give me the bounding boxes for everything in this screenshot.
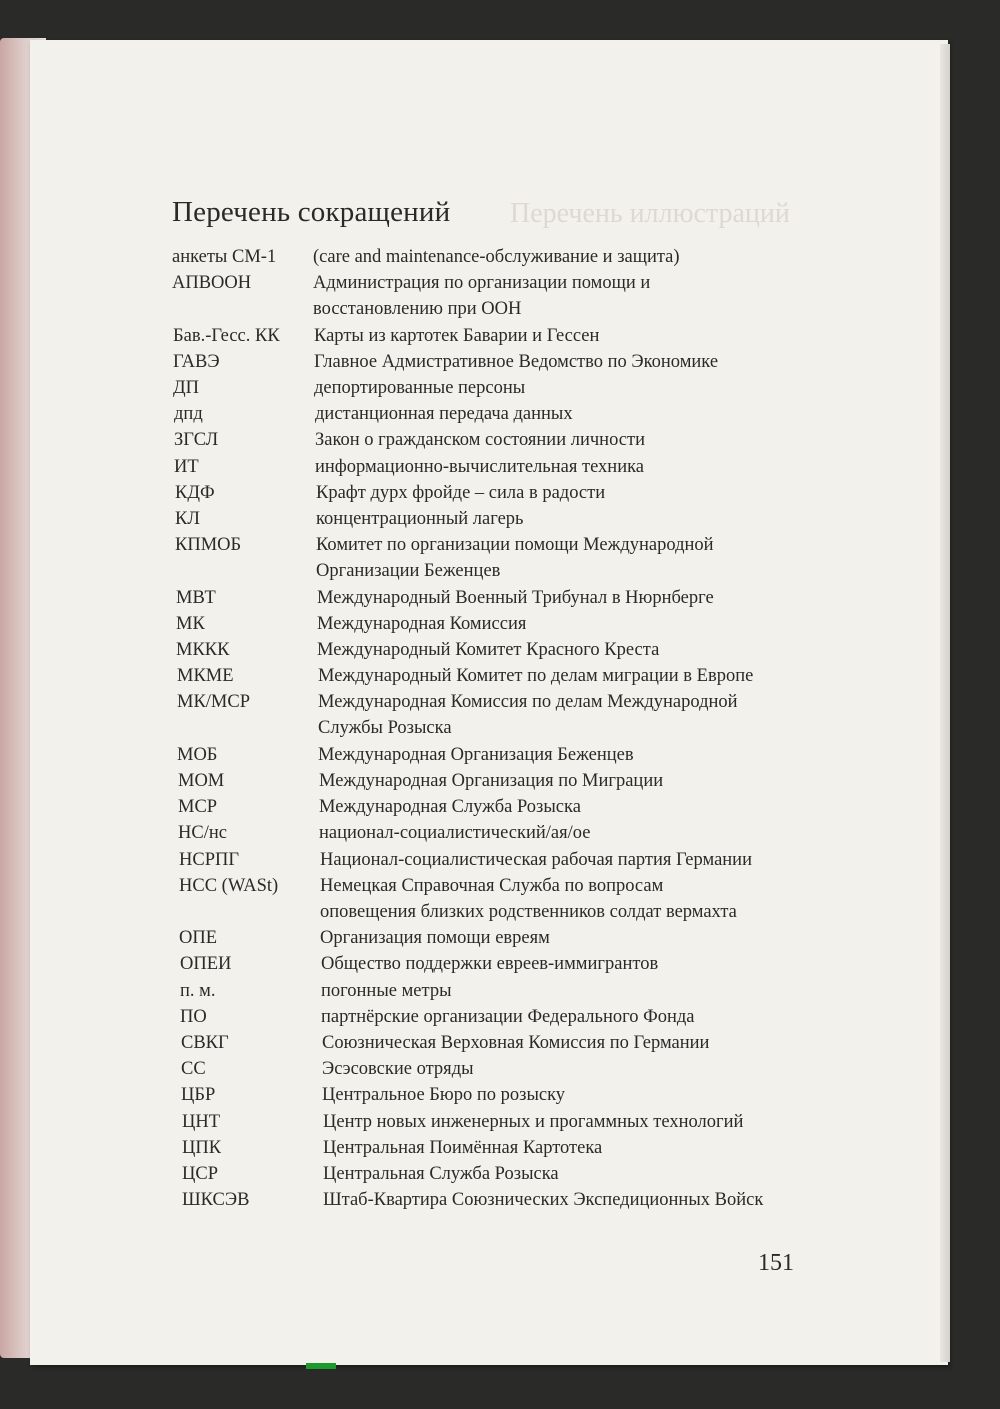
abbreviation-term: НСРПГ bbox=[179, 849, 240, 870]
abbreviation-term: ИТ bbox=[174, 456, 199, 477]
abbreviation-term: СС bbox=[181, 1059, 206, 1080]
abbreviation-term: ШКСЭВ bbox=[182, 1190, 250, 1211]
abbreviation-definition: Международная Организация Беженцев bbox=[318, 744, 634, 765]
bookmark-strip bbox=[306, 1363, 336, 1369]
page-number: 151 bbox=[758, 1250, 794, 1276]
abbreviation-term: НС/нс bbox=[178, 823, 227, 844]
abbreviation-term: СВКГ bbox=[181, 1033, 229, 1053]
abbreviation-term: КДФ bbox=[175, 482, 215, 503]
abbreviation-definition: депортированные персоны bbox=[314, 378, 526, 398]
abbreviation-definition: Центральное Бюро по розыску bbox=[322, 1085, 566, 1106]
abbreviation-term: НСС (WASt) bbox=[179, 875, 279, 896]
abbreviation-definition: оповещения близких родственников солдат вермахта bbox=[320, 901, 737, 922]
abbreviation-definition: Международная Организация по Миграции bbox=[319, 771, 664, 791]
abbreviation-term: КПМОБ bbox=[175, 535, 242, 556]
abbreviation-term: ЦСР bbox=[182, 1164, 218, 1184]
abbreviation-term: МК/МСР bbox=[177, 692, 251, 713]
abbreviation-definition: Карты из картотек Баварии и Гессен bbox=[314, 325, 600, 346]
abbreviation-term: ЗГСЛ bbox=[174, 430, 219, 451]
abbreviation-definition: восстановлению при ООН bbox=[313, 299, 522, 320]
abbreviation-term: ЦБР bbox=[181, 1085, 216, 1106]
abbreviation-definition: Национал-социалистическая рабочая партия Германии bbox=[320, 849, 752, 870]
abbreviation-term: анкеты CM-1 bbox=[172, 247, 277, 267]
page-title: Перечень сокращений bbox=[172, 196, 451, 228]
abbreviation-definition: Главное Адмистративное Ведомство по Экономике bbox=[314, 351, 719, 372]
abbreviation-term: МККК bbox=[176, 640, 230, 660]
abbreviation-definition: Международный Военный Трибунал в Нюрнберге bbox=[317, 587, 714, 608]
abbreviation-term: КЛ bbox=[175, 509, 200, 529]
abbreviation-definition: Международная Комиссия bbox=[317, 613, 527, 634]
abbreviation-term: МК bbox=[176, 613, 205, 634]
abbreviation-term: МОМ bbox=[178, 771, 225, 791]
abbreviation-definition: Службы Розыска bbox=[318, 718, 452, 739]
abbreviation-definition: Закон о гражданском состоянии личности bbox=[315, 430, 645, 451]
abbreviation-definition: Центральная Служба Розыска bbox=[323, 1164, 559, 1184]
abbreviation-term: МОБ bbox=[177, 744, 218, 765]
abbreviation-definition: Комитет по организации помощи Международной bbox=[316, 535, 714, 556]
abbreviation-definition: национал-социалистический/ая/ое bbox=[319, 823, 591, 844]
abbreviation-definition: дистанционная передача данных bbox=[315, 404, 573, 425]
abbreviation-term: ДП bbox=[173, 378, 199, 398]
abbreviation-definition: Международный Комитет по делам миграции в Европе bbox=[318, 666, 754, 687]
abbreviation-definition: Международный Комитет Красного Креста bbox=[317, 640, 660, 660]
abbreviation-definition: Организации Беженцев bbox=[316, 561, 501, 582]
abbreviation-term: ЦПК bbox=[182, 1137, 222, 1158]
abbreviation-definition: Немецкая Справочная Служба по вопросам bbox=[320, 875, 664, 896]
abbreviation-definition: Эсэсовские отряды bbox=[322, 1059, 474, 1080]
abbreviation-term: ОПЕ bbox=[179, 928, 218, 949]
abbreviation-term: Бав.-Гесс. КК bbox=[173, 325, 280, 346]
abbreviation-term: дпд bbox=[174, 404, 203, 425]
abbreviation-term: МКМЕ bbox=[177, 666, 234, 687]
page-edge bbox=[940, 44, 950, 1362]
abbreviation-definition: концентрационный лагерь bbox=[316, 509, 524, 529]
bleed-through-title: Перечень иллюстраций bbox=[510, 198, 790, 229]
abbreviation-term: МВТ bbox=[176, 587, 216, 608]
abbreviation-definition: Международная Служба Розыска bbox=[319, 797, 581, 818]
abbreviation-definition: информационно-вычислительная техника bbox=[315, 456, 645, 477]
abbreviation-definition: (care and maintenance-обслуживание и защита) bbox=[313, 247, 680, 267]
abbreviation-term: ЦНТ bbox=[182, 1111, 221, 1132]
abbreviation-term: АПВООН bbox=[172, 273, 252, 294]
abbreviation-definition: Крафт дурх фройде – сила в радости bbox=[316, 482, 606, 503]
abbreviation-term: ГАВЭ bbox=[173, 351, 220, 372]
abbreviation-term: п. м. bbox=[180, 980, 216, 1001]
abbreviation-definition: Центральная Поимённая Картотека bbox=[323, 1137, 603, 1158]
abbreviation-definition: Штаб-Квартира Союзнических Экспедиционных Войск bbox=[323, 1190, 764, 1211]
abbreviation-term: ПО bbox=[180, 1006, 207, 1027]
abbreviation-definition: Организация помощи евреям bbox=[320, 928, 550, 949]
abbreviation-definition: партнёрские организации Федерального Фонда bbox=[321, 1006, 695, 1027]
abbreviation-definition: Центр новых инженерных и прогаммных технологий bbox=[323, 1111, 744, 1132]
abbreviation-definition: Общество поддержки евреев-иммигрантов bbox=[321, 954, 659, 975]
abbreviation-term: МСР bbox=[178, 797, 218, 818]
abbreviation-term: ОПЕИ bbox=[180, 954, 232, 975]
abbreviation-definition: Администрация по организации помощи и bbox=[313, 273, 651, 294]
abbreviation-definition: Международная Комиссия по делам Международной bbox=[318, 692, 738, 713]
abbreviation-definition: Союзническая Верховная Комиссия по Германии bbox=[322, 1033, 710, 1053]
abbreviation-definition: погонные метры bbox=[321, 980, 452, 1001]
